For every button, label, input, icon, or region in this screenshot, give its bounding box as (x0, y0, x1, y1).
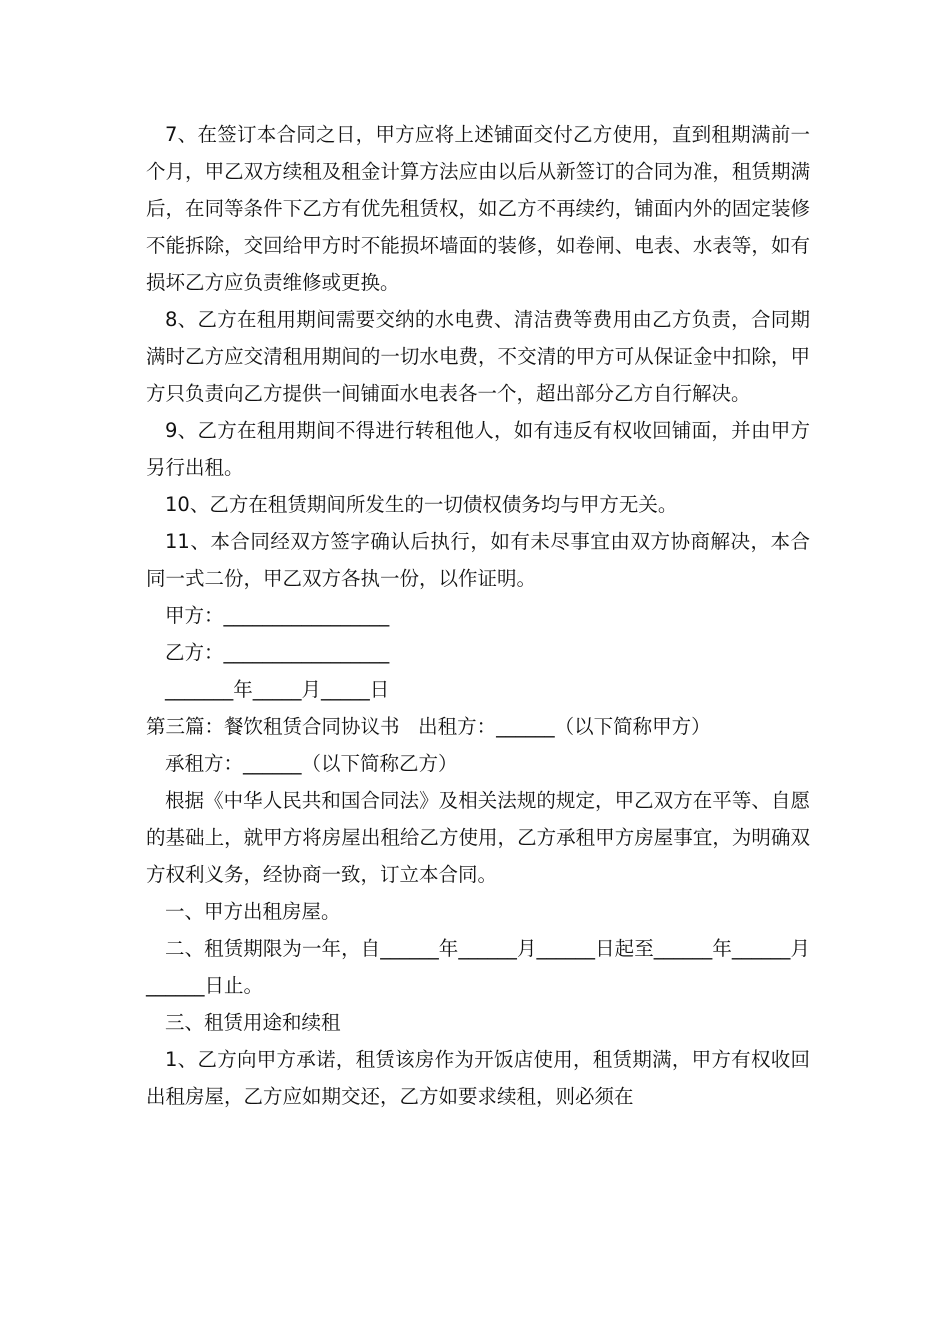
clause-8: 8、乙方在租用期间需要交纳的水电费、清洁费等费用由乙方负责，合同期满时乙方应交清租用期间的一切水电费，不交清的甲方可从保证金中扣除，甲方只负责向乙方提供一间铺面水电表各一个，超出部分乙方自行解决。 (146, 308, 810, 405)
article-1: 一、甲方出租房屋。 (165, 900, 341, 923)
section-heading: 第三篇：餐饮租赁合同协议书 出租方：______（以下简称甲方） (146, 715, 711, 738)
date-line: _______年_____月_____日 (165, 678, 390, 701)
document-body (146, 116, 810, 1115)
lessee-line: 承租方：______（以下简称乙方） (165, 752, 458, 775)
clause-10: 10、乙方在租赁期间所发生的一切债权债务均与甲方无关。 (165, 493, 678, 516)
article-3: 三、租赁用途和续租 (165, 1011, 341, 1034)
preamble: 根据《中华人民共和国合同法》及相关法规的规定，甲乙双方在平等、自愿的基础上，就甲方将房屋出租给乙方使用，乙方承租甲方房屋事宜，为明确双方权利义务，经协商一致，订立本合同。 (146, 789, 810, 886)
article-2: 二、租赁期限为一年，自______年______月______日起至______年______月______日止。 (146, 937, 810, 997)
party-a-signature-line: 甲方：_________________ (165, 604, 390, 627)
clause-7: 7、在签订本合同之日，甲方应将上述铺面交付乙方使用，直到租期满前一个月，甲乙双方续租及租金计算方法应由以后从新签订的合同为准，租赁期满后，在同等条件下乙方有优先租赁权，如乙方不再续约，铺面内外的固定装修不能拆除，交回给甲方时不能损坏墙面的装修，如卷闸、电表、水表等，如有损坏乙方应负责维修或更换。 (146, 123, 810, 294)
clause-9: 9、乙方在租用期间不得进行转租他人，如有违反有权收回铺面，并由甲方另行出租。 (146, 419, 810, 479)
article-3-item-1: 1、乙方向甲方承诺，租赁该房作为开饭店使用，租赁期满，甲方有权收回出租房屋，乙方应如期交还，乙方如要求续租，则必须在 (146, 1048, 810, 1108)
clause-11: 11、本合同经双方签字确认后执行，如有未尽事宜由双方协商解决，本合同一式二份，甲乙双方各执一份，以作证明。 (146, 530, 810, 590)
party-b-signature-line: 乙方：_________________ (165, 641, 390, 664)
